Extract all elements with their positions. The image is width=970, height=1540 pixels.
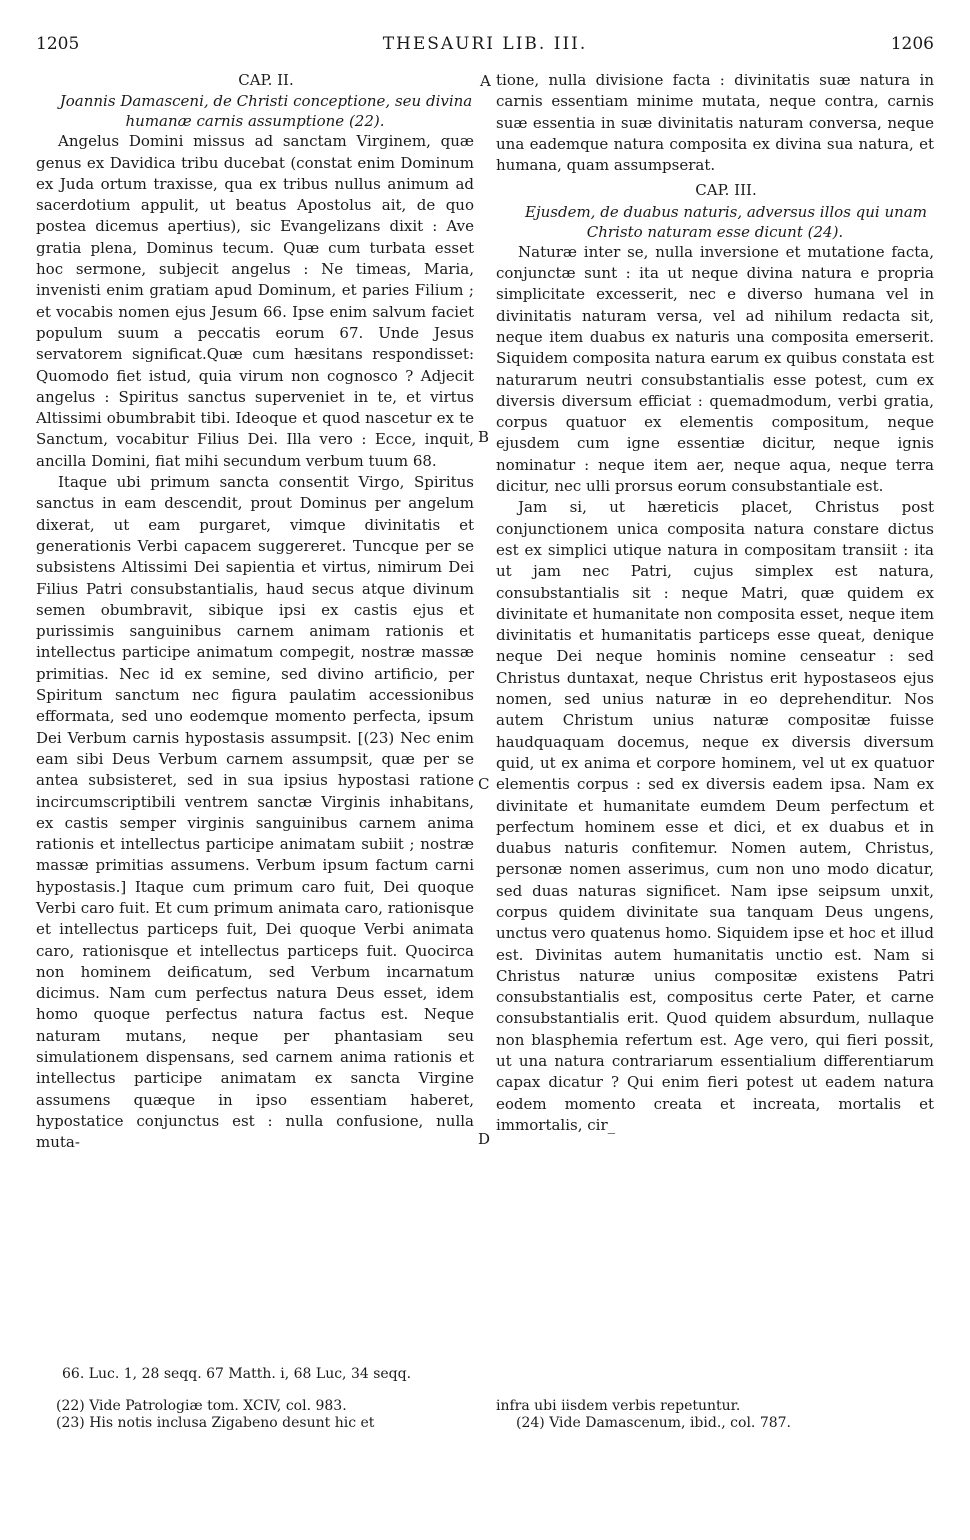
right-page-number: 1206 <box>890 34 934 54</box>
chapter-heading: CAP. II. <box>238 71 294 89</box>
footnotes-right <box>496 1398 926 1432</box>
margin-letter: D <box>478 1130 491 1148</box>
footnote: (24) Vide Damascenum, ibid., col. 787. <box>516 1415 791 1431</box>
margin-letter: B <box>478 428 490 446</box>
body-paragraph: tione, nulla divisione facta : divinitatis suæ natura in carnis essentiam minime mutata, neque contra, carnis suæ essentia in suæ divinitatis naturam conversa, neque una eademque natura composita ex divina sua natura, et humana, quam assumpserat. <box>496 71 934 175</box>
body-paragraph: Naturæ inter se, nulla inversione et mutatione facta, conjunctæ sunt : ita ut neque divina natura e propria simplicitate excesserit, nec e diverso humana vel in divinitatis naturam versa, vel ad nihilum redacta sit, neque item duabus ex naturis una composita emerserit. Siquidem composita natura earum ex quibus constata est naturarum neutri consubstantialis esse potest, cum ex diversis diversum efficiat : quemadmodum, verbi gratia, corpus quatuor ex elementis compositum, neque ejusdem cum igne essentiæ dicitur, neque ignis nominatur : neque item aer, neque aqua, neque terra dicitur, nec ulli prorsus eorum consubstantiale est. <box>496 242 934 496</box>
running-title: THESAURI LIB. III. <box>382 34 588 54</box>
right-column <box>496 70 934 1136</box>
body-paragraph: Itaque ubi primum sancta consentit Virgo, Spiritus sanctus in eam descendit, prout Dominus per angelum dixerat, ut eam purgaret, vimque divinitatis et generationis Verbi capacem suggereret. Tuncque per se subsistens Altissimi Dei sapientia et virtus, nimirum Dei Filius Patri consubstantialis, haud secus atque divinum semen obumbravit, sibique ipsi ex castis ejus et purissimis sanguinibus carnem animam rationis et intellectus participe animatum compegit, nostræ massæ primitias. Nec id ex semine, sed divino artificio, per Spiritum sanctum nec figura paulatim accessionibus efformata, sed uno eodemque momento perfecta, ipsum Dei Verbum carnis hypostasis assumpsit. [(23) Nec enim eam sibi Deus Verbum carnem assumpsit, quæ per se antea subsisteret, sed in sua ipsius hypostasi ratione incircumscriptibili ventrem sanctæ Virginis inhabitans, ex castis semper virginis sanguinibus carnem anima rationis et intellectus participe animatam subiit ; nostræ massæ primitias assumens. Verbum ipsum factum carni hypostasis.] Itaque cum primum caro fuit, Dei quoque Verbi caro fuit. Et cum primum animata caro, rationisque et intellectus particeps fuit, Dei quoque Verbi animata caro, rationisque et intellectus particeps fuit. Quocirca non hominem deificatum, sed Verbum incarnatum dicimus. Nam cum perfectus natura Deus esset, idem homo quoque perfectus natura factus est. Neque naturam mutans, neque per phantasiam seu simulationem dispensans, sed carnem anima rationis et intellectus participe animatam ex sancta Virgine assumens quæque in ipso essentiam haberet, hypostatice conjunctus est : nulla confusione, nulla muta- <box>36 473 474 1152</box>
chapter-subtitle: Ejusdem, de duabus naturis, adversus illos qui unam Christo naturam esse dicunt (24). <box>525 202 927 241</box>
margin-letter: C <box>478 775 490 793</box>
chapter-subtitle: Joannis Damasceni, de Christi conceptione, seu divina humanæ carnis assumptione (22). <box>59 92 473 131</box>
left-page-number: 1205 <box>36 34 80 54</box>
footnotes-left <box>56 1398 476 1432</box>
footnote-continuation: infra ubi iisdem verbis repetuntur. <box>496 1398 741 1414</box>
margin-letter: A <box>480 72 491 90</box>
body-paragraph: Jam si, ut hæreticis placet, Christus post conjunctionem unica composita natura constare dictus est ex simplici utique natura in compositam transiit : ita ut jam nec Patri, cujus simplex est natura, consubstantialis sit : neque Matri, quæ quidem ex divinitate et humanitate non composita esset, neque item divinitatis et humanitatis particeps esse queat, denique neque Dei neque hominis nomine censeatur : sed Christus duntaxat, neque Christus erit hypostaseos ejus nomen, sed unius naturæ in eo deprehenditur. Nos autem Christum unius naturæ compositæ fuisse haudquaquam docemus, neque ex diversis diversum quid, ut ex anima et corpore hominem, vel ut ex quatuor elementis corpus : sed ex diversis eadem ipsa. Nam ex divinitate et humanitate eumdem Deum perfectum et perfectum hominem esse et dici, et ex duabus et in duabus naturis confitemur. Nomen autem, Christus, personæ nomen asserimus, cum non uno modo dicatur, sed duas naturas significet. Nam ipse seipsum unxit, corpus quidem divinitate sua tanquam Deus ungens, unctus vero quatenus homo. Siquidem ipse et hoc et illud est. Divinitas autem humanitatis unctio est. Nam si Christus naturæ unius compositæ existens Patri consubstantialis est, compositus certe Pater, et carne consubstantialis erit. Quod quidem absurdum, nullaque non blasphemia refertum est. Age vero, qui fieri possit, ut una natura contrariarum essentialium differentiarum capax dicatur ? Qui enim fieri potest ut eadem natura eodem momento creata et increata, mortalis et immortalis, cir_ <box>496 498 934 1134</box>
scripture-references: 66. Luc. 1, 28 seqq. 67 Matth. i, 68 Luc, 34 seqq. <box>62 1366 412 1382</box>
body-paragraph: Angelus Domini missus ad sanctam Virginem, quæ genus ex Davidica tribu ducebat (constat enim Dominum ex Juda ortum traxisse, qua ex tribus nullus animum ad sacerdotium appulit, ut beatus Apostolus ait, de quo postea dicemus apertius), sic Evangelizans dixit : Ave gratia plena, Dominus tecum. Quæ cum turbata esset hoc sermone, subjecit angelus : Ne timeas, Maria, invenisti enim gratiam apud Dominum, et paries Filium ; et vocabis nomen ejus Jesum 66. Ipse enim salvum faciet populum suum a peccatis eorum 67. Unde Jesus servatorem significat.Quæ cum hæsitans respondisset: Quomodo fiet istud, quia virum non cognosco ? Adjecit angelus : Spiritus sanctus superveniet in te, et virtus Altissimi obumbrabit tibi. Ideoque et quod nascetur ex te Sanctum, vocabitur Filius Dei. Illa vero : Ecce, inquit, ancilla Domini, fiat mihi secundum verbum tuum 68. <box>36 132 474 470</box>
running-header <box>36 34 934 60</box>
chapter-heading: CAP. III. <box>695 181 757 200</box>
left-column <box>36 70 474 1154</box>
footnote: (22) Vide Patrologiæ tom. XCIV, col. 983. <box>56 1398 347 1414</box>
footnote: (23) His notis inclusa Zigabeno desunt hic et <box>56 1415 375 1431</box>
